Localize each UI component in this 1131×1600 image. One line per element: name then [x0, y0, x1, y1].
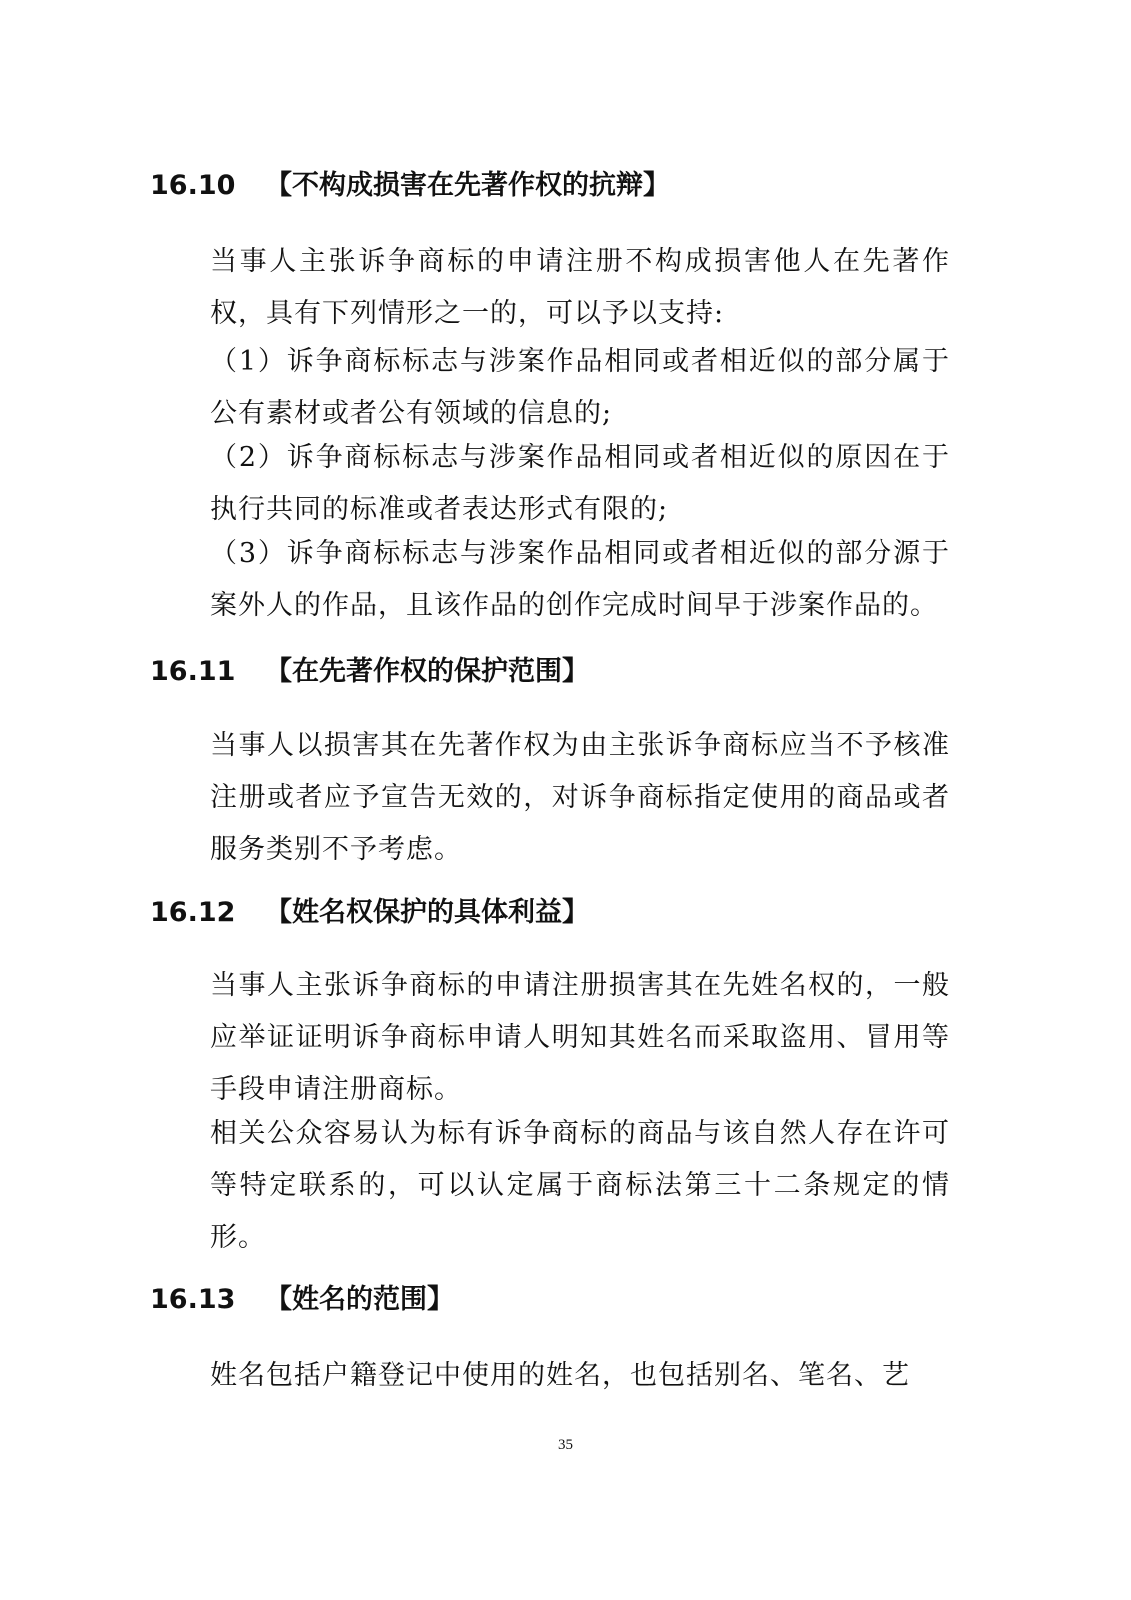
section-title: 【在先著作权的保护范围】 [265, 656, 589, 687]
paragraph: （3）诉争商标标志与涉案作品相同或者相近似的部分源于案外人的作品，且该作品的创作完成时间早于涉案作品的。 [210, 538, 950, 621]
section-heading-16-12 [150, 893, 589, 933]
paragraph: （2）诉争商标标志与涉案作品相同或者相近似的原因在于执行共同的标准或者表达形式有限的; [210, 442, 950, 525]
paragraph: 当事人主张诉争商标的申请注册损害其在先姓名权的，一般应举证证明诉争商标申请人明知其姓名而采取盗用、冒用等手段申请注册商标。 [210, 970, 950, 1105]
paragraph: 当事人以损害其在先著作权为由主张诉争商标应当不予核准注册或者应予宣告无效的，对诉争商标指定使用的商品或者服务类别不予考虑。 [210, 730, 950, 865]
section-title: 【不构成损害在先著作权的抗辩】 [265, 170, 670, 201]
section-heading-16-13 [150, 1280, 454, 1320]
section-number: 16.10 [150, 170, 236, 201]
section-number: 16.13 [150, 1284, 236, 1315]
section-heading-16-11 [150, 652, 589, 692]
paragraph: 相关公众容易认为标有诉争商标的商品与该自然人存在许可等特定联系的，可以认定属于商标法第三十二条规定的情形。 [210, 1118, 950, 1253]
section-number: 16.12 [150, 897, 236, 928]
section-number: 16.11 [150, 656, 236, 687]
section-title: 【姓名权保护的具体利益】 [265, 897, 589, 928]
section-heading-16-10 [150, 166, 670, 206]
page-number: 35 [558, 1437, 573, 1453]
paragraph: （1）诉争商标标志与涉案作品相同或者相近似的部分属于公有素材或者公有领域的信息的; [210, 346, 950, 429]
paragraph: 姓名包括户籍登记中使用的姓名，也包括别名、笔名、艺 [210, 1360, 910, 1391]
section-title: 【姓名的范围】 [265, 1284, 454, 1315]
paragraph: 当事人主张诉争商标的申请注册不构成损害他人在先著作权，具有下列情形之一的，可以予以支持: [210, 246, 950, 329]
